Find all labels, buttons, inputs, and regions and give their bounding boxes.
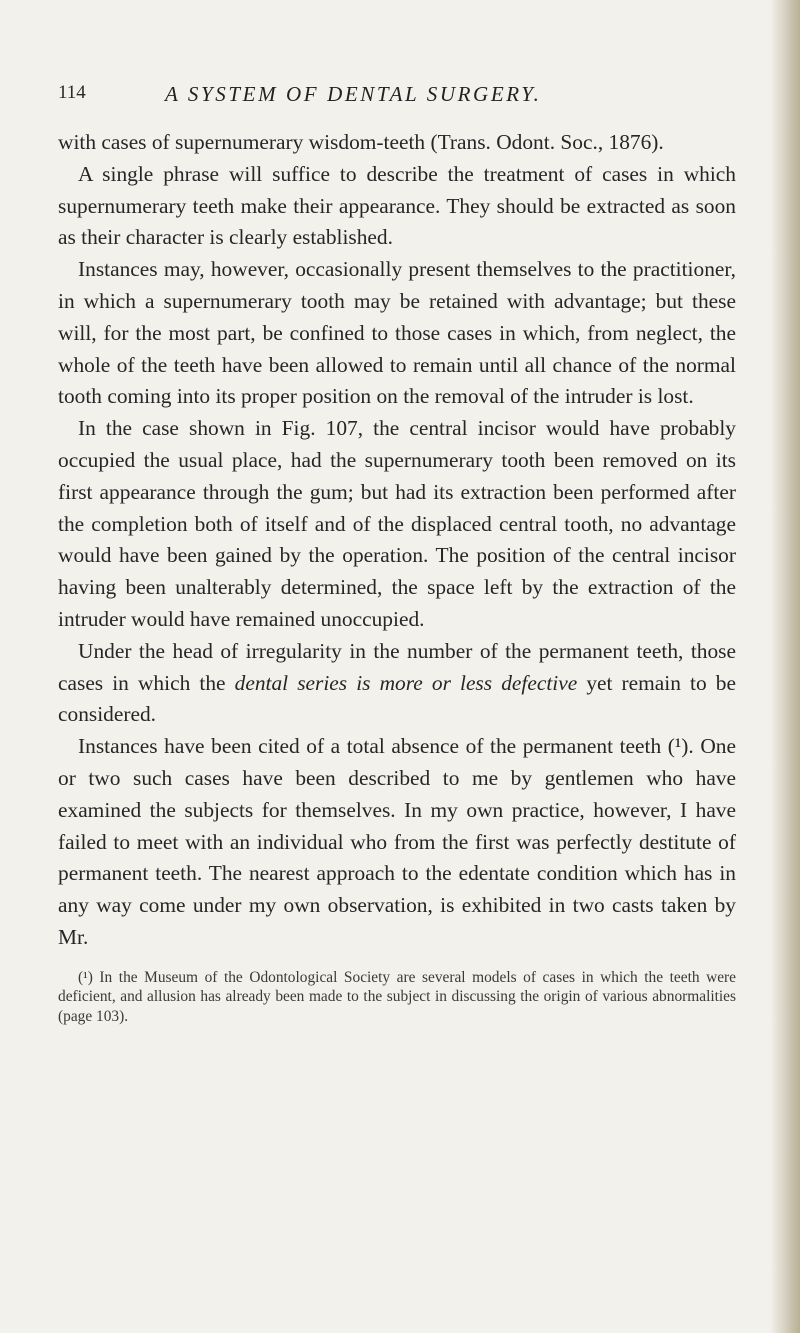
paragraph-treatment: A single phrase will suffice to describe the treatment of cases in which supernumerary teeth make their appearance. They should be extracted as soon as their character is clearly established. xyxy=(58,161,736,250)
running-head xyxy=(58,62,736,106)
paragraph-instances: Instances may, however, occasionally present themselves to the practitioner, in which a supernumerary tooth may be retained with advantage; but these will, for the most part, be confined to those cases in which, from neglect, the whole of the teeth have been allowed to remain until all chance of the normal tooth coming into its proper position on the removal of the intruder is lost. xyxy=(58,257,736,409)
running-title: A SYSTEM OF DENTAL SURGERY. xyxy=(165,82,542,106)
italic-phrase: dental series is more or less defective xyxy=(234,670,578,695)
book-page xyxy=(58,62,736,1026)
paragraph-continuation: with cases of supernumerary wisdom-teeth (Trans. Odont. Soc., 1876). xyxy=(58,130,664,154)
paragraph-fig-107: In the case shown in Fig. 107, the central incisor would have probably occupied the usual place, had the supernumerary tooth been removed on its first appearance through the gum; but had its extraction been performed after the completion both of itself and of the displaced central tooth, no advantage would have been gained by the operation. The position of the central incisor having been unalterably determined, the space left by the extraction of the intruder would have remained unoccupied. xyxy=(58,416,736,631)
paragraph-text: yet remain to be considered. xyxy=(58,670,736,727)
paragraph-defective-series xyxy=(58,636,736,731)
footnote-1: (¹) In the Museum of the Odontological Society are several models of cases in which the teeth were deficient, and allusion has already been made to the subject in discussing the origin of various abnormalities (page 103). xyxy=(58,968,736,1025)
body-text xyxy=(58,127,736,954)
paragraph-total-absence: Instances have been cited of a total absence of the permanent teeth (¹). One or two such cases have been described to me by gentlemen who have examined the subjects for themselves. In my own practice, however, I have failed to meet with an individual who from the first was perfectly destitute of permanent teeth. The nearest approach to the edentate condition which has in any way come under my own observation, is exhibited in two casts taken by Mr. xyxy=(58,734,736,949)
page-number: 114 xyxy=(58,82,86,103)
footnotes xyxy=(58,968,736,1027)
page-edge-shadow xyxy=(770,0,800,1333)
paragraph-text: Under the head of irregularity in the number of the permanent teeth, those cases in which the xyxy=(58,638,736,695)
